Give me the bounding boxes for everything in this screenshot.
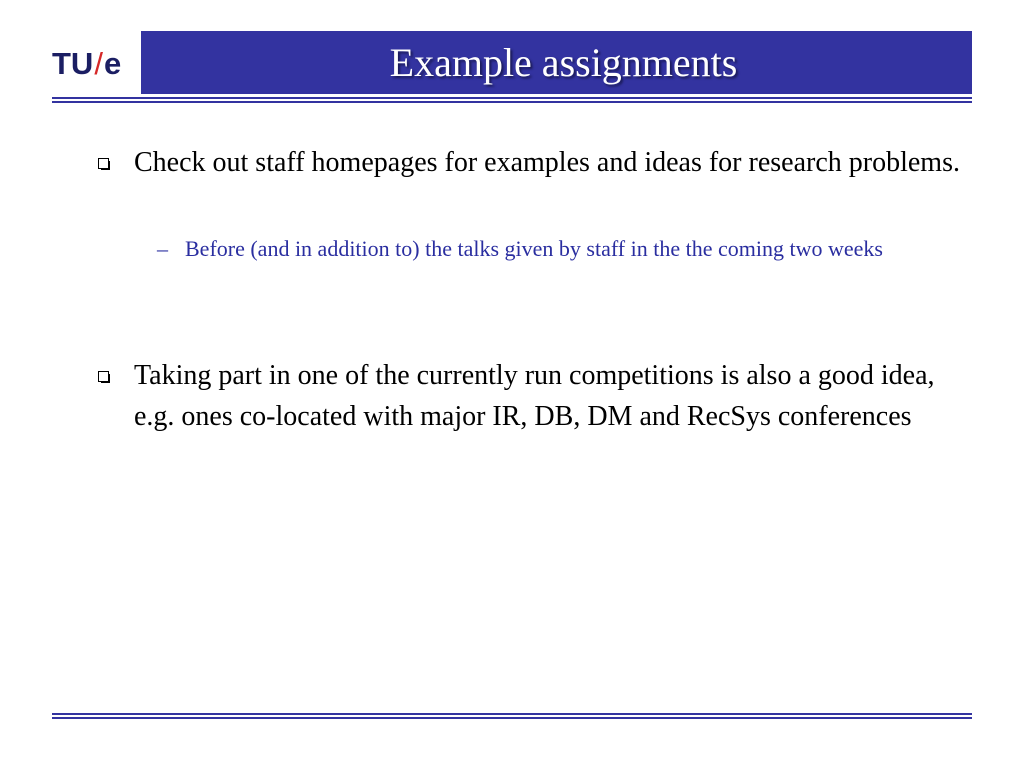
bullet-text-1: Check out staff homepages for examples and ideas for research problems. <box>134 147 960 178</box>
checkbox-bullet-icon <box>96 369 112 385</box>
sub-bullet-text-1: Before (and in addition to) the talks given by staff in the the coming two weeks <box>185 236 883 261</box>
logo-tu: TU <box>52 46 94 81</box>
logo-e: e <box>103 46 122 81</box>
dash-bullet-icon: – <box>157 236 168 261</box>
tue-logo <box>52 44 121 84</box>
bullet-text-2: Taking part in one of the currently run competitions is also a good idea, e.g. ones co-located with major IR, DB, DM and RecSys conferences <box>134 360 935 432</box>
top-divider <box>52 97 972 103</box>
checkbox-bullet-icon <box>96 156 112 172</box>
bullet-item-2 <box>96 355 976 437</box>
slide-title: Example assignments <box>389 39 738 85</box>
bullet-item-1 <box>96 142 976 183</box>
title-bar <box>141 31 972 94</box>
sub-bullet-item-1 <box>157 232 977 265</box>
logo-slash: / <box>94 46 103 81</box>
bottom-divider <box>52 713 972 719</box>
